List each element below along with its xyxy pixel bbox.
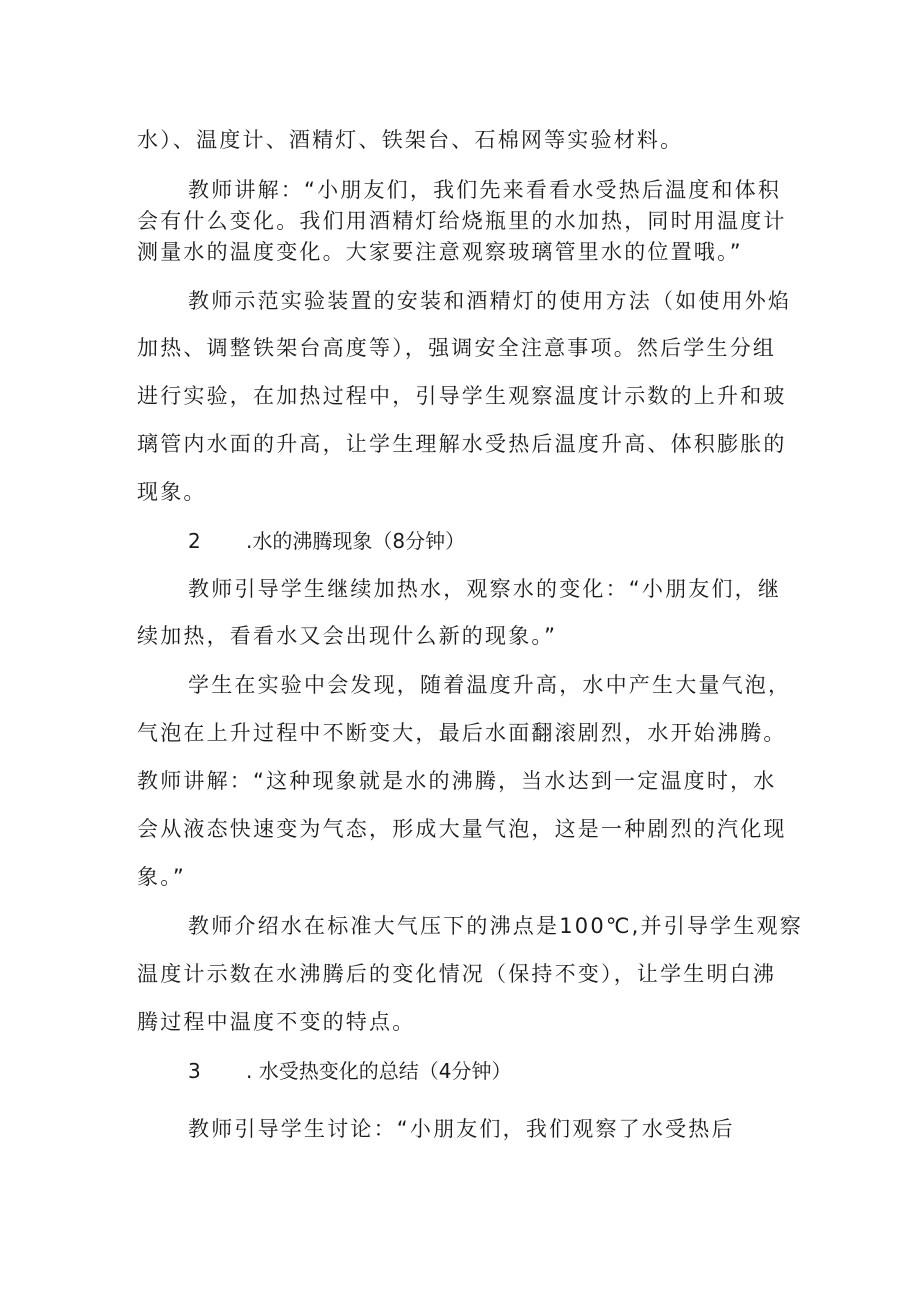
paragraph-boiling-line3: 腾过程中温度不变的特点。	[137, 1010, 416, 1034]
paragraph-explain1-line3: 测量水的温度变化。大家要注意观察玻璃管里水的位置哦。”	[137, 240, 743, 264]
paragraph-demo-line3: 进行实验，在加热过程中，引导学生观察温度计示数的上升和玻	[137, 384, 787, 408]
section-number: 3	[188, 1059, 201, 1083]
section-heading-3	[188, 1056, 511, 1086]
paragraph-students-line3: 教师讲解：“这种现象就是水的沸腾，当水达到一定温度时，水	[137, 769, 777, 793]
paragraph-students-line1: 学生在实验中会发现，随着温度升高，水中产生大量气泡，	[188, 673, 792, 697]
paragraph-guide2-line2: 续加热，看看水又会出现什么新的现象。”	[137, 624, 558, 648]
paragraph-boiling-line2: 温度计示数在水沸腾后的变化情况（保持不变），让学生明白沸	[137, 962, 777, 986]
paragraph-demo-line2: 加热、调整铁架台高度等），强调安全注意事项。然后学生分组	[137, 336, 777, 360]
section-number: 2	[188, 529, 201, 553]
paragraph-explain1-line1: 教师讲解：“小朋友们，我们先来看看水受热后温度和体积	[188, 178, 782, 202]
section-title: . 水受热变化的总结（4分钟）	[246, 1059, 512, 1083]
paragraph-guide3-line1: 教师引导学生讨论：“小朋友们，我们观察了水受热后	[188, 1117, 735, 1141]
paragraph-continuation: 水）、温度计、酒精灯、铁架台、石棉网等实验材料。	[137, 128, 684, 152]
section-title: .水的沸腾现象（8分钟）	[246, 529, 466, 553]
paragraph-boiling-line1: 教师介绍水在标准大气压下的沸点是100℃,并引导学生观察	[188, 914, 803, 938]
paragraph-guide2-line1: 教师引导学生继续加热水，观察水的变化：“小朋友们，继	[188, 577, 782, 601]
paragraph-demo-line5: 现象。	[137, 480, 207, 504]
paragraph-demo-line4: 璃管内水面的升高，让学生理解水受热后温度升高、体积膨胀的	[137, 432, 787, 456]
paragraph-demo-line1: 教师示范实验装置的安装和酒精灯的使用方法（如使用外焰	[188, 289, 792, 313]
paragraph-students-line4: 会从液态快速变为气态，形成大量气泡，这是一种剧烈的汽化现	[137, 817, 787, 841]
paragraph-students-line5: 象。”	[137, 865, 186, 889]
paragraph-students-line2: 气泡在上升过程中不断变大，最后水面翻滚剧烈，水开始沸腾。	[137, 721, 787, 745]
section-heading-2	[188, 526, 465, 556]
paragraph-explain1-line2: 会有什么变化。我们用酒精灯给烧瓶里的水加热，同时用温度计	[137, 209, 787, 233]
